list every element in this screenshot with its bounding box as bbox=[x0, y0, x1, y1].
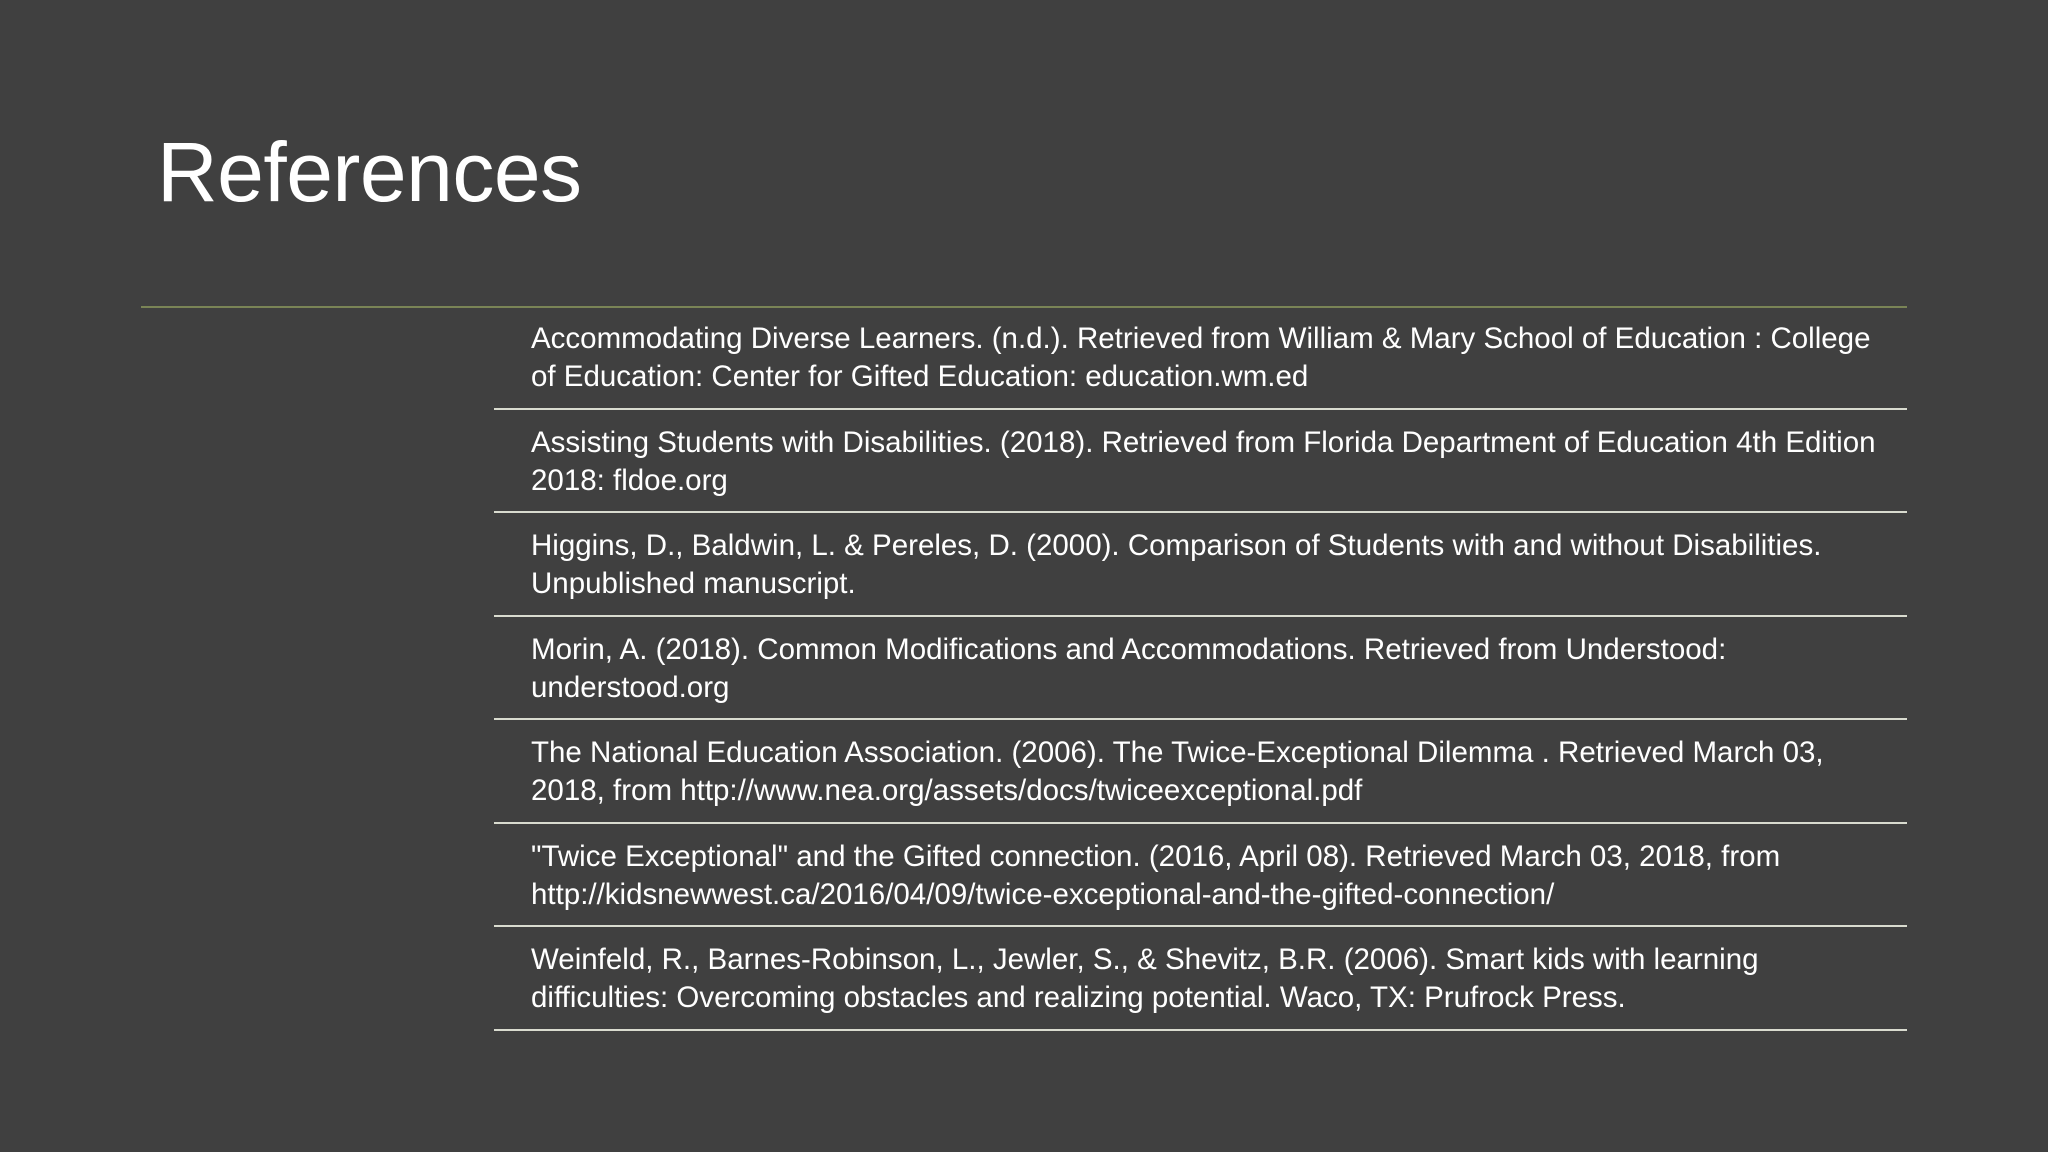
reference-item: Assisting Students with Disabilities. (2018). Retrieved from Florida Department of Education 4th Edition 2018: fldoe.org bbox=[494, 410, 1907, 514]
reference-item: Morin, A. (2018). Common Modifications and Accommodations. Retrieved from Understood: understood.org bbox=[494, 617, 1907, 721]
reference-item: "Twice Exceptional" and the Gifted connection. (2016, April 08). Retrieved March 03, 2018, from http://kidsnewwest.ca/2016/04/09/twice-exceptional-and-the-gifted-connection/ bbox=[494, 824, 1907, 928]
reference-item: Accommodating Diverse Learners. (n.d.). Retrieved from William & Mary School of Education : College of Education: Center for Gifted Education: education.wm.ed bbox=[494, 306, 1907, 410]
reference-list bbox=[494, 306, 1907, 1031]
reference-item: Higgins, D., Baldwin, L. & Pereles, D. (2000). Comparison of Students with and without Disabilities. Unpublished manuscript. bbox=[494, 513, 1907, 617]
reference-item: Weinfeld, R., Barnes-Robinson, L., Jewler, S., & Shevitz, B.R. (2006). Smart kids with learning difficulties: Overcoming obstacles and realizing potential. Waco, TX: Prufrock Press. bbox=[494, 927, 1907, 1031]
slide-title: References bbox=[157, 125, 582, 219]
reference-item: The National Education Association. (2006). The Twice-Exceptional Dilemma . Retrieved March 03, 2018, from http://www.nea.org/assets/docs/twiceexceptional.pdf bbox=[494, 720, 1907, 824]
